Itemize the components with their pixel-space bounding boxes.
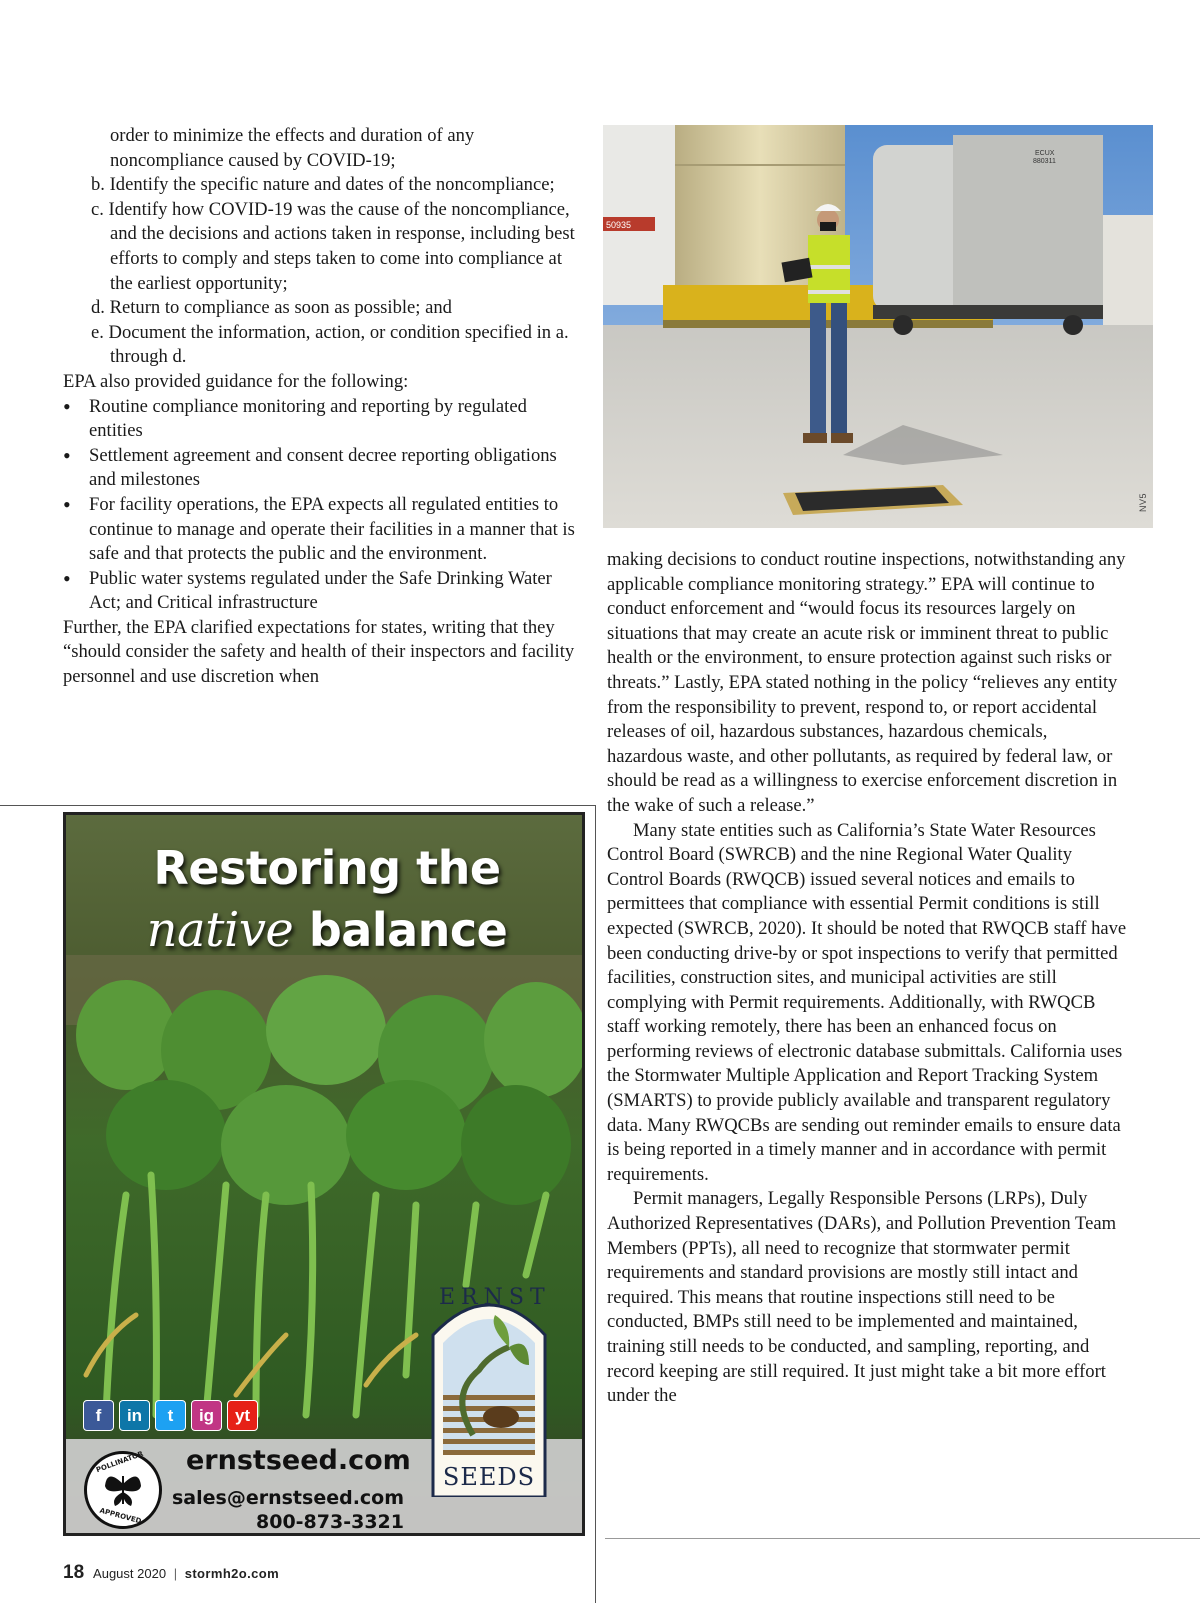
badge-top-text: POLLINATOR <box>95 1449 145 1475</box>
ad-email-link[interactable]: sales@ernstseed.com <box>172 1487 405 1509</box>
paragraph-epa-enforcement: making decisions to conduct routine inspections, notwithstanding any applicable compliance monitoring strategy.” EPA will continue to conduct enforcement and “would focus its resources largely on situations that may create an acute risk or imminent threat to public health or the environment, to ensure protection against such risks or threats.” Lastly, EPA stated nothing in the policy “relieves any entity from the responsibility to prevent, respond to, or report accidental releases of oil, hazardous substances, hazardous chemicals, hazardous waste, and other pollutants, as required by federal law, or should be read as a willingness to exercise enforcement discretion in the wake of such a release.” <box>607 549 1126 816</box>
bullet-item: • Routine compliance monitoring and reporting by regulated entities <box>63 395 583 444</box>
paragraph-guidance-intro: EPA also provided guidance for the following: <box>63 370 409 392</box>
ad-headline <box>66 837 585 961</box>
ad-top-rule <box>0 805 596 806</box>
paragraph-permit-managers: Permit managers, Legally Responsible Persons (LRPs), Duly Authorized Representatives (DARs), and Pollution Prevention Team Members (PPTs), all need to recognize that stormwater permit requirements and standard provisions are mostly still intact and required. This means that routine inspections still need to be conducted, BMPs still need to be implemented and maintained, training still needs to be conducted, and sampling, reporting, and record keeping are still required. It just might take a bit more effort under the <box>607 1188 1117 1407</box>
pollinator-approved-badge <box>84 1451 162 1529</box>
logo-brand-bottom: SEEDS <box>442 1463 536 1491</box>
paragraph-epa-expectations: Further, the EPA clarified expectations for states, writing that they “should consider the safety and health of their inspectors and facility personnel and use discretion when <box>63 616 575 688</box>
youtube-icon[interactable]: yt <box>227 1400 258 1431</box>
ad-headline-native: native <box>146 902 294 958</box>
page-number: 18 <box>63 1562 85 1583</box>
ad-headline-line1: Restoring the <box>153 841 501 895</box>
ernst-seeds-logo[interactable] <box>429 1275 549 1497</box>
railcar-label: ECUX <box>1035 150 1055 157</box>
paragraph-state-entities: Many state entities such as California’s State Water Resources Control Board (SWRCB) and the nine Regional Water Quality Control Boards (RWQCB) issued several notices and emails to permittees that compliance with essential Permit conditions is still expected (SWRCB, 2020). It should be noted that RWQCB staff have been conducting drive-by or spot inspections to verify that permitted facilities, construction sites, and municipal activities are still complying with Permit requirements. Additionally, with RWQCB staff working remotely, there has been an enhanced focus on performing reviews of electronic database submittals. California uses the Stormwater Multiple Application and Report Tracking System (SMARTS) to provide publicly available and transparent regulatory data. Many RWQCBs are sending out reminder emails to ensure data is being reported in a timely manner and in accordance with permit requirements. <box>607 819 1127 1185</box>
linkedin-icon[interactable]: in <box>119 1400 150 1431</box>
photo-credit: NV5 <box>1138 492 1148 512</box>
list-item-d: d. Return to compliance as soon as possible; and <box>91 297 452 319</box>
ad-right-rule <box>595 805 596 1603</box>
twitter-icon[interactable]: t <box>155 1400 186 1431</box>
ad-headline-balance: balance <box>308 903 508 957</box>
inspector-photo <box>603 125 1153 528</box>
bullet-item: • Settlement agreement and consent decree reporting obligations and milestones <box>63 444 583 493</box>
right-text-column <box>607 548 1127 1409</box>
page-footer <box>63 1562 279 1584</box>
railcar-number: 880311 <box>1033 158 1056 165</box>
ad-headline-line2 <box>66 899 585 961</box>
instagram-icon[interactable]: ig <box>191 1400 222 1431</box>
bullet-item: • For facility operations, the EPA expects all regulated entities to continue to manage and operate their facilities in a manner that is safe and that protects the public and the environment. <box>63 493 583 567</box>
inspector-photo-illustration <box>603 125 1153 528</box>
facebook-icon[interactable]: f <box>83 1400 114 1431</box>
list-item-e: e. Document the information, action, or condition specified in a. through d. <box>91 321 569 368</box>
trailer-number: 50935 <box>606 220 632 230</box>
list-item-a-continuation: order to minimize the effects and duration of any noncompliance caused by COVID-19; <box>110 125 475 171</box>
left-text-column <box>63 124 583 690</box>
issue-date: August 2020 <box>93 1566 167 1581</box>
list-item-c: c. Identify how COVID-19 was the cause of the noncompliance, and the decisions and actions taken in response, including best efforts to comply and steps taken to come into compliance at the earliest opportunity; <box>91 198 575 294</box>
ad-website-link[interactable]: ernstseed.com <box>186 1445 411 1476</box>
site-link[interactable]: stormh2o.com <box>184 1566 280 1581</box>
bullet-item: • Public water systems regulated under the Safe Drinking Water Act; and Critical infrastructure <box>63 567 583 616</box>
logo-brand-top: ERNST <box>439 1285 551 1310</box>
ernst-seeds-advertisement[interactable] <box>63 812 585 1536</box>
column-bottom-rule <box>605 1538 1200 1539</box>
footer-separator: | <box>173 1566 178 1581</box>
badge-bottom-text: APPROVED <box>98 1506 143 1526</box>
list-item-b: b. Identify the specific nature and dates of the noncompliance; <box>91 174 555 196</box>
ad-phone-number[interactable]: 800-873-3321 <box>256 1511 404 1533</box>
